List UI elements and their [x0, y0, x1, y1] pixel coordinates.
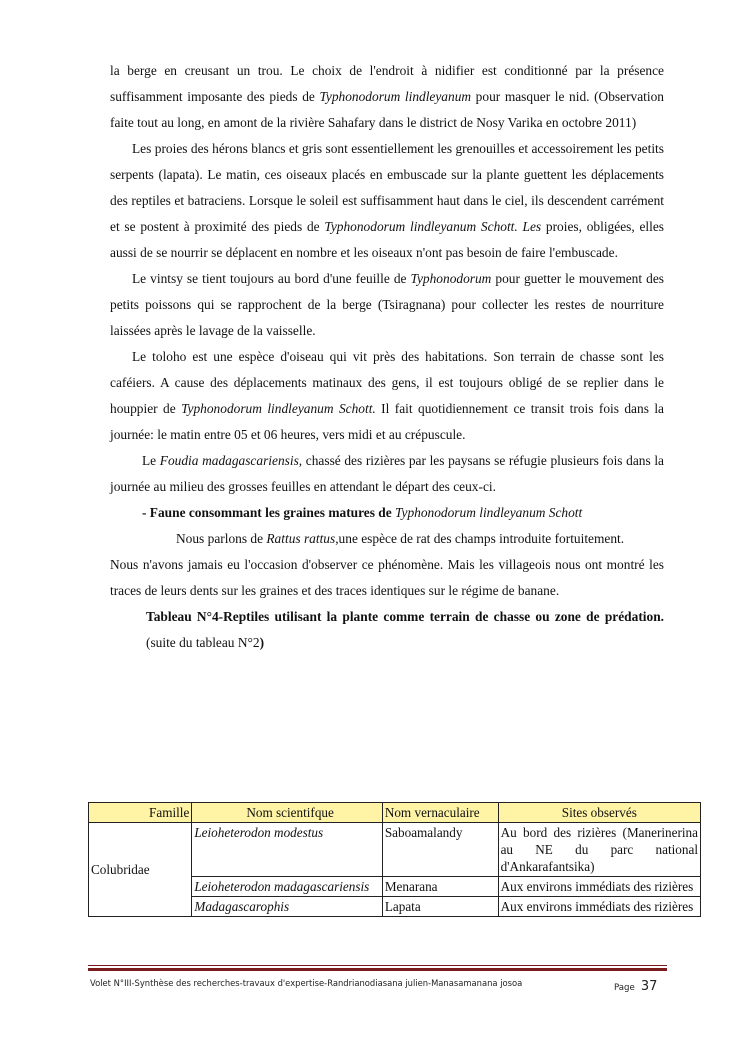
vernacular-name-cell: Lapata [382, 897, 498, 917]
table-title: Tableau N°4-Reptiles utilisant la plante comme terrain de chasse ou zone de prédation.(suite du tableau N°2) [146, 609, 664, 650]
paragraph-herons: Les proies des hérons blancs et gris sont essentiellement les grenouilles et accessoirement les petits serpents (lapata). Le matin, ces oiseaux placés en embuscade sur la plante guettent les déplacements des reptiles et batraciens. Lorsque le soleil est suffisamment haut dans le ciel, ils descendent carrément et se postent à proximité des pieds de Typhonodorum lindleyanum Schott. Les proies, obligées, elles aussi de se nourrir se déplacent en nombre et les oiseaux n'ont pas besoin de faire l'embuscade. [110, 141, 664, 260]
scientific-name-cell: Leioheterodon modestus [192, 823, 382, 877]
table-row [89, 823, 701, 877]
page-label: Page [614, 983, 635, 993]
paragraph-nesting: la berge en creusant un trou. Le choix de l'endroit à nidifier est conditionné par la présence suffisamment imposante des pieds de Typhonodorum lindleyanum pour masquer le nid. (Observation faite tout au long, en amont de la rivière Sahafary dans le district de Nosy Varika en octobre 2011) [110, 63, 664, 130]
scientific-name-cell: Leioheterodon madagascariensis [192, 877, 382, 897]
paragraph-foudia: Le Foudia madagascariensis, chassé des rizières par les paysans se réfugie plusieurs fois dans la journée au milieu des grosses feuilles en attendant le départ des ceux-ci. [110, 453, 664, 494]
paragraph-vintsy: Le vintsy se tient toujours au bord d'une feuille de Typhonodorum pour guetter le mouvement des petits poissons qui se rapprochent de la berge (Tsiragnana) pour collecter les restes de nourriture laissées après le lavage de la vaisselle. [110, 271, 664, 338]
paragraph-observation: Nous n'avons jamais eu l'occasion d'observer ce phénomène. Mais les villageois nous ont montré les traces de leurs dents sur les graines et des traces identiques sur le régime de banane. [110, 557, 664, 598]
page-number: 37 [640, 979, 658, 994]
paragraph-toloho: Le toloho est une espèce d'oiseau qui vit près des habitations. Son terrain de chasse sont les caféiers. A cause des déplacements matinaux des gens, il est toujours obligé de se replier dans le houppier de Typhonodorum lindleyanum Schott. Il fait quotidiennement ce transit trois fois dans la journée: le matin entre 05 et 06 heures, vers midi et au crépuscule. [110, 349, 664, 442]
header-nom-vernaculaire: Nom vernaculaire [382, 803, 498, 823]
site-cell: Aux environs immédiats des rizières [498, 877, 700, 897]
table-header-row [89, 803, 701, 823]
page-number-block [614, 975, 657, 994]
vernacular-name-cell: Saboamalandy [382, 823, 498, 877]
header-famille: Famille [89, 803, 192, 823]
site-cell: Aux environs immédiats des rizières [498, 897, 700, 917]
footer-rule-thin [88, 965, 667, 966]
paragraph-rattus: Nous parlons de Rattus rattus,une espèce de rat des champs introduite fortuitement. [176, 531, 625, 546]
footer-text: Volet N°III-Synthèse des recherches-travaux d'expertise-Randrianodiasana julien-Manasamanana josoa [90, 978, 523, 988]
header-sites-observes: Sites observés [498, 803, 700, 823]
family-cell: Colubridae [89, 823, 192, 917]
vernacular-name-cell: Menarana [382, 877, 498, 897]
footer-rule-thick [88, 968, 667, 971]
site-cell: Au bord des rizières (Manerinerina au NE du parc national d'Ankarafantsika) [498, 823, 700, 877]
scientific-name-cell: Madagascarophis [192, 897, 382, 917]
header-nom-scientifique: Nom scientifque [192, 803, 382, 823]
reptile-table [88, 802, 701, 917]
body-text [110, 58, 664, 656]
section-heading: - Faune consommant les graines matures de Typhonodorum lindleyanum Schott [142, 505, 583, 520]
